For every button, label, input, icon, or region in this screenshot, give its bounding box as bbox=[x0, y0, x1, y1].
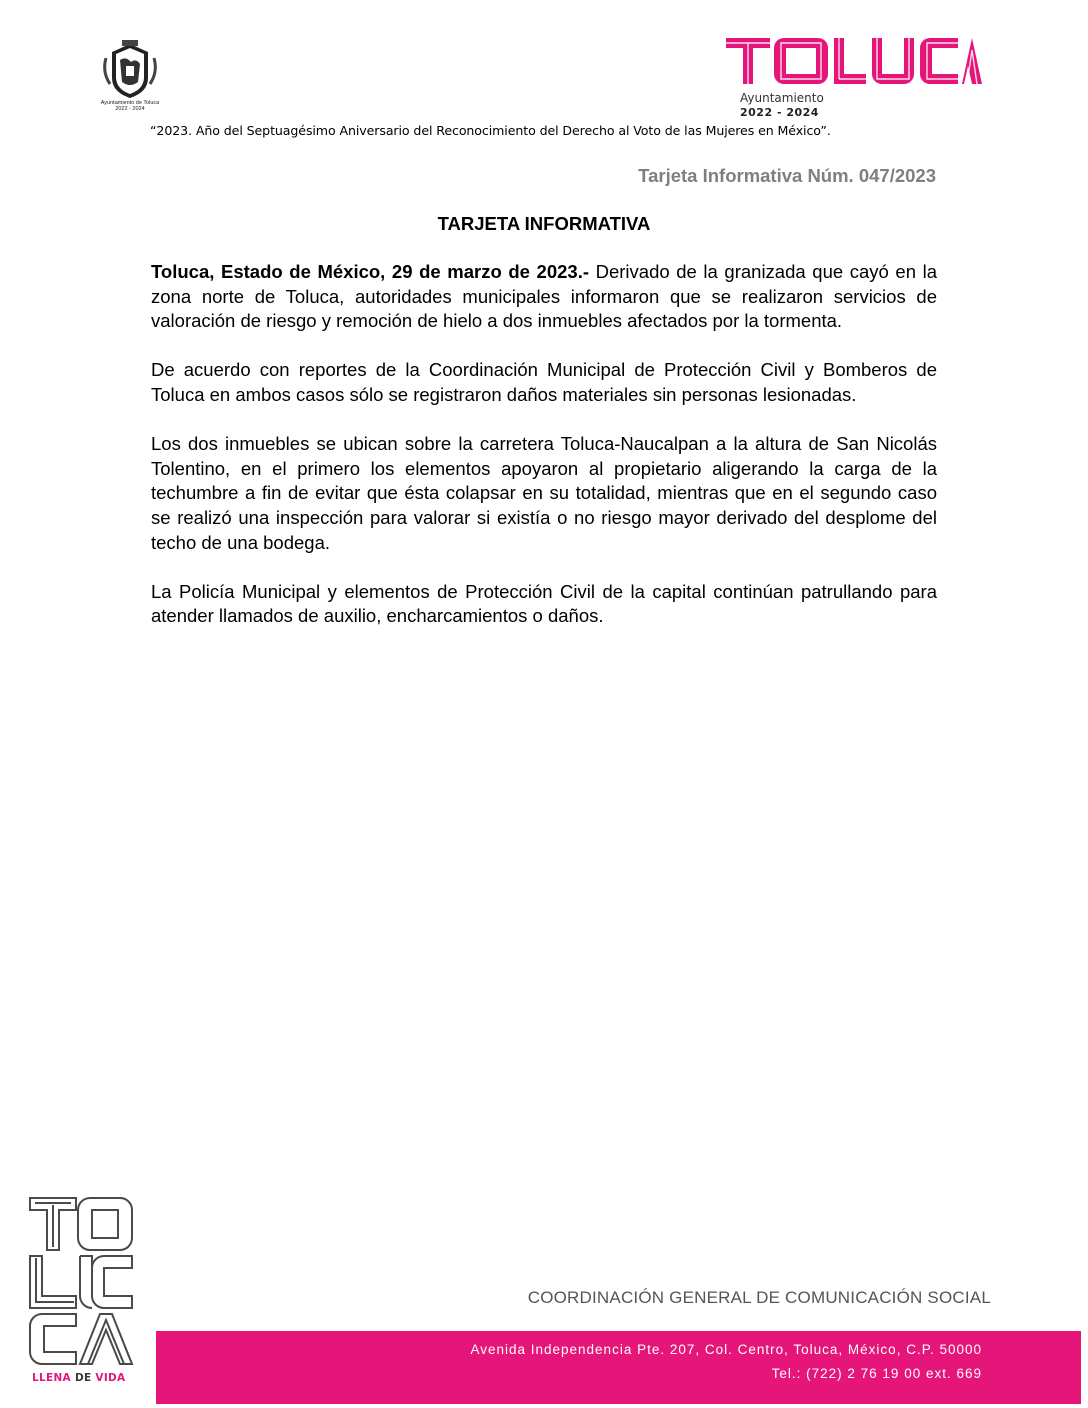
paragraph-4: La Policía Municipal y elementos de Protección Civil de la capital continúan patrullando para atender llamados de auxilio, encharcamientos o daños. bbox=[151, 580, 937, 627]
brand-years-label: 2022 - 2024 bbox=[740, 106, 819, 119]
paragraph-3: Los dos inmuebles se ubican sobre la carretera Toluca-Naucalpan a la altura de San Nicolás Tolentino, en el primero los elementos apoyaron al propietario aligerando la carga de la techumbre a fin de evitar que ésta colapsar en su totalidad, mientras que en el segundo caso se realizó una inspección para valorar si existía o no riesgo mayor derivado del desplome del techo de una bodega. bbox=[151, 433, 937, 553]
document-title: TARJETA INFORMATIVA bbox=[437, 213, 651, 234]
toluca-wordmark-icon bbox=[726, 36, 982, 88]
lead-text: Derivado de la granizada que cayó en la zona norte de Toluca, autoridades municipales informaron que se realizaron servicios de valoración de riesgo y remoción de hielo a dos inmuebles afectados por la tormenta. bbox=[151, 261, 937, 332]
header-motto: “2023. Año del Septuagésimo Aniversario del Reconocimiento del Derecho al Voto de las Mujeres en México”. bbox=[150, 123, 831, 138]
footer-toluca-logo bbox=[28, 1196, 138, 1386]
lead-paragraph bbox=[151, 260, 937, 334]
tagline-word-1: LLENA bbox=[32, 1372, 75, 1384]
municipal-seal-logo bbox=[86, 38, 174, 122]
brand-ayuntamiento-label: Ayuntamiento bbox=[740, 91, 824, 105]
footer-address: Avenida Independencia Pte. 207, Col. Centro, Toluca, México, C.P. 50000 bbox=[470, 1342, 982, 1357]
tagline-word-2: DE bbox=[74, 1372, 96, 1384]
paragraph-2: De acuerdo con reportes de la Coordinación Municipal de Protección Civil y Bomberos de Toluca en ambos casos sólo se registraron daños materiales sin personas lesionadas. bbox=[151, 359, 937, 405]
coat-of-arms-icon bbox=[100, 38, 160, 100]
seal-years: 2022 - 2024 bbox=[115, 106, 145, 112]
toluca-brand-logo bbox=[726, 36, 986, 126]
tagline-word-3: VIDA bbox=[95, 1372, 126, 1384]
stacked-toluca-logo-icon bbox=[28, 1196, 138, 1366]
dateline: Toluca, Estado de México, 29 de marzo de 2023.- bbox=[151, 261, 590, 282]
footer-tagline bbox=[32, 1372, 125, 1384]
document-body bbox=[151, 260, 937, 654]
seal-caption: Ayuntamiento de Toluca bbox=[100, 100, 160, 106]
footer-phone: Tel.: (722) 2 76 19 00 ext. 669 bbox=[771, 1366, 982, 1381]
coordination-name: COORDINACIÓN GENERAL DE COMUNICACIÓN SOCIAL bbox=[527, 1288, 991, 1307]
card-number: Tarjeta Informativa Núm. 047/2023 bbox=[638, 165, 936, 186]
